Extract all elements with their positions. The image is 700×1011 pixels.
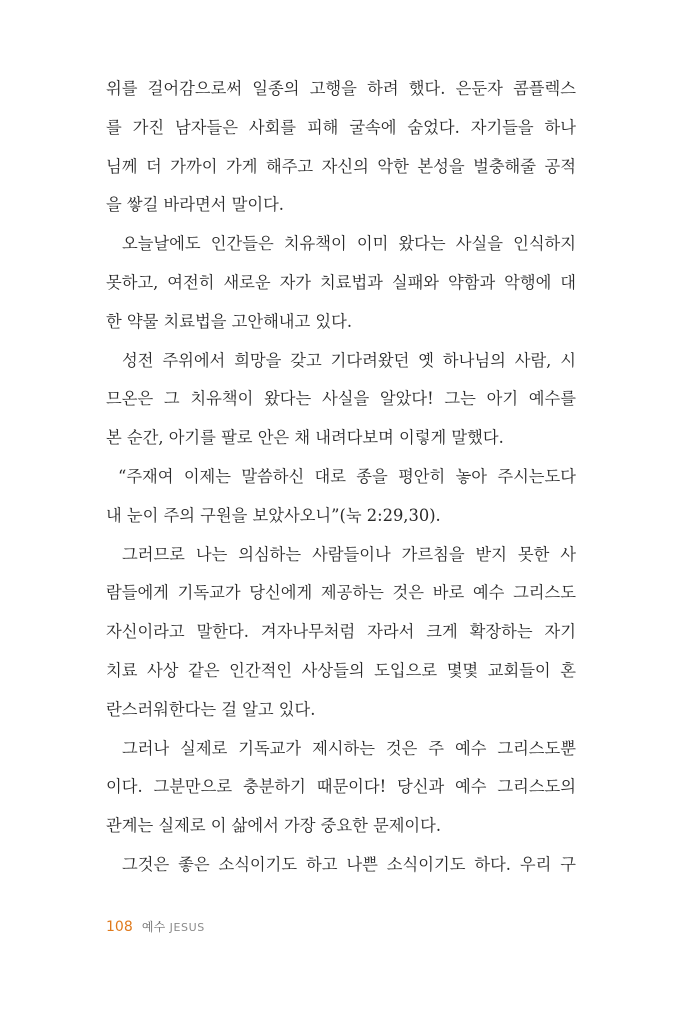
text-line: 치료 사상 같은 인간적인 사상들의 도입으로 몇몇 교회들이 혼 [106,660,576,680]
text-line: 본 순간, 아기를 팔로 안은 채 내려다보며 이렇게 말했다. [106,428,504,448]
book-title: 예수 [141,920,166,934]
text-line: 님께 더 가까이 가게 해주고 자신의 악한 본성을 벌충해줄 공적 [106,156,576,176]
text-line: 위를 걸어감으로써 일종의 고행을 하려 했다. 은둔자 콤플렉스 [106,79,576,98]
text-line: 을 쌓길 바라면서 말이다. [106,195,284,215]
text-line: 오늘날에도 인간들은 치유책이 이미 왔다는 사실을 인식하지 [122,234,576,254]
text-line: 란스러워한다는 걸 알고 있다. [106,699,316,719]
paragraph-7 [106,846,576,885]
text-line: 므온은 그 치유책이 왔다는 사실을 알았다! 그는 아기 예수를 [106,389,576,409]
text-line: 못하고, 여전히 새로운 자가 치료법과 실패와 약함과 악행에 대 [106,272,576,292]
text-line: 그러나 실제로 기독교가 제시하는 것은 주 예수 그리스도뿐 [122,738,576,758]
text-line: 내 눈이 주의 구원을 보았사오니”(눅 2:29,30). [106,505,441,525]
book-title-english: JESUS [169,921,205,934]
paragraph-6 [106,730,576,846]
text-line: 람들에게 기독교가 당신에게 제공하는 것은 바로 예수 그리스도 [106,583,576,603]
page-number: 108 [106,919,133,935]
page-footer [106,918,205,937]
text-line: 자신이라고 말한다. 겨자나무처럼 자라서 크게 확장하는 자기 [106,622,576,642]
text-line: 그것은 좋은 소식이기도 하고 나쁜 소식이기도 하다. 우리 구 [122,854,576,874]
text-line: 관계는 실제로 이 삶에서 가장 중요한 문제이다. [106,816,442,836]
text-line: 를 가진 남자들은 사회를 피해 굴속에 숨었다. 자기들을 하나 [106,117,576,137]
text-line: 성전 주위에서 희망을 갖고 기다려왔던 옛 하나님의 사람, 시 [122,350,576,370]
paragraph-5 [106,536,576,730]
text-line: 한 약물 치료법을 고안해내고 있다. [106,311,353,331]
text-line: “주재여 이제는 말씀하신 대로 종을 평안히 놓아 주시는도다 [118,466,576,486]
paragraph-4-quote [106,458,576,536]
text-line: 이다. 그분만으로 충분하기 때문이다! 당신과 예수 그리스도의 [106,777,576,797]
paragraph-3 [106,342,576,458]
text-line: 그러므로 나는 의심하는 사람들이나 가르침을 받지 못한 사 [122,544,576,564]
body-text [106,70,576,885]
paragraph-1 [106,70,576,225]
paragraph-2 [106,225,576,341]
